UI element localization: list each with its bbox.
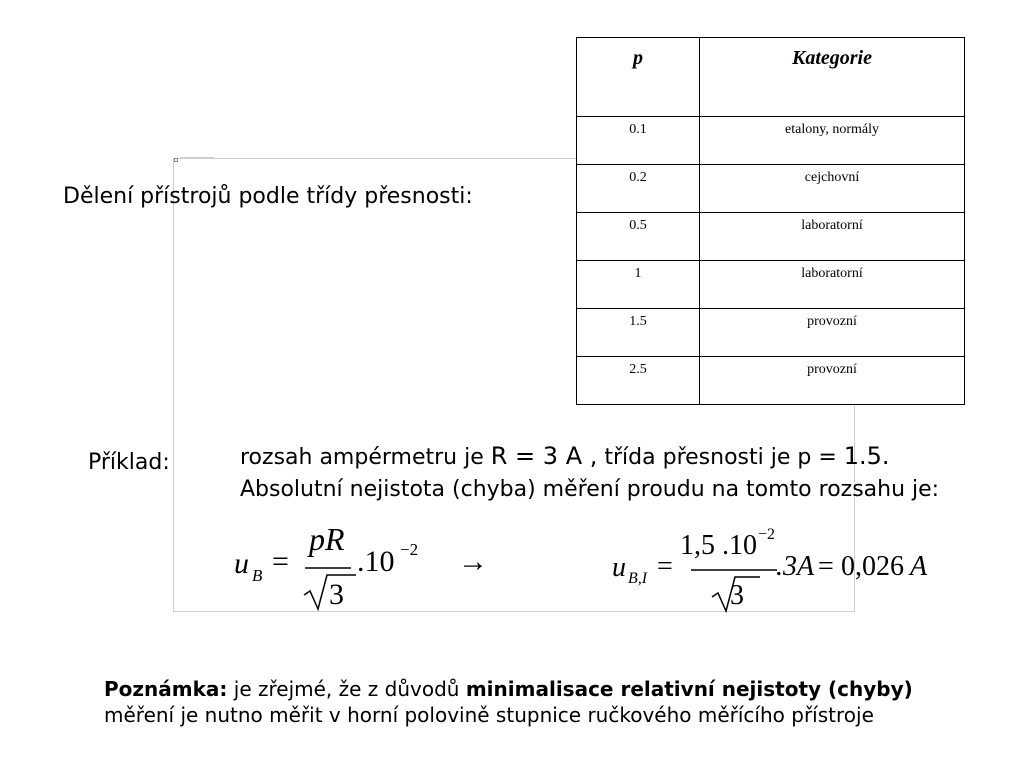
formula2-tail: .3A — [776, 551, 815, 582]
formula2-equals-2: = — [818, 551, 834, 582]
formula-lhs-sub: B — [252, 566, 263, 585]
formula2-numerator: 1,5 .10 — [680, 530, 757, 561]
category-table — [576, 37, 965, 405]
table-row — [577, 357, 965, 405]
table-row — [577, 165, 965, 213]
formula2-lhs-sub: B,I — [628, 570, 648, 587]
formula2-radicand: 3 — [730, 580, 744, 611]
example-line-1 — [240, 442, 890, 472]
table-cell-p: 0.2 — [577, 165, 700, 213]
example-text: třída přesnosti je p = — [604, 445, 837, 470]
note — [104, 676, 913, 728]
table-cell-category: laboratorní — [700, 213, 965, 261]
example-line-2: Absolutní nejistota (chyba) měření proudu na tomto rozsahu je: — [240, 477, 940, 502]
formula-radicand: 3 — [329, 578, 344, 611]
table-cell-p: 0.1 — [577, 117, 700, 165]
formula-factor: .10 — [357, 545, 395, 578]
heading: Dělení přístrojů podle třídy přesnosti: — [63, 184, 473, 209]
table-cell-category: laboratorní — [700, 261, 965, 309]
formula-lhs: u — [234, 547, 249, 580]
formula2-exponent: −2 — [758, 526, 776, 543]
table-row — [577, 309, 965, 357]
note-text: je zřejmé, že z důvodů — [233, 677, 460, 701]
formula-equals: = — [272, 545, 289, 578]
formula-numerator: pR — [309, 521, 345, 557]
formula-exponent: −2 — [400, 540, 419, 559]
table-cell-category: provozní — [700, 357, 965, 405]
example-label: Příklad: — [88, 450, 170, 475]
table-cell-category: etalony, normály — [700, 117, 965, 165]
table-cell-category: cejchovní — [700, 165, 965, 213]
formula2-result: 0,026 — [841, 551, 904, 582]
note-label: Poznámka: — [104, 677, 228, 701]
table-row — [577, 213, 965, 261]
table-header-p: p — [577, 38, 700, 117]
table-cell-p: 0.5 — [577, 213, 700, 261]
example-text: rozsah ampérmetru je — [240, 445, 484, 470]
embedded-object-icon — [174, 158, 178, 162]
table-cell-p: 1 — [577, 261, 700, 309]
table-header-row — [577, 38, 965, 117]
table-cell-p: 2.5 — [577, 357, 700, 405]
note-emphasis: minimalisace relativní nejistoty (chyby) — [465, 677, 913, 701]
example-class-value: 1.5. — [843, 442, 890, 470]
note-line-2: měření je nutno měřit v horní polovině stupnice ručkového měřícího přístroje — [104, 703, 874, 727]
example-range: R = 3 A , — [490, 442, 598, 470]
table-cell-category: provozní — [700, 309, 965, 357]
formula2-lhs: u — [612, 552, 626, 583]
formula2-equals: = — [657, 551, 673, 582]
note-line-1 — [104, 676, 913, 702]
table-row — [577, 117, 965, 165]
table-header-category: Kategorie — [700, 38, 965, 117]
table-cell-p: 1.5 — [577, 309, 700, 357]
table-row — [577, 261, 965, 309]
formula2-unit: A — [910, 551, 928, 582]
embedded-object-caption — [180, 157, 214, 159]
arrow-icon: → — [458, 545, 488, 578]
